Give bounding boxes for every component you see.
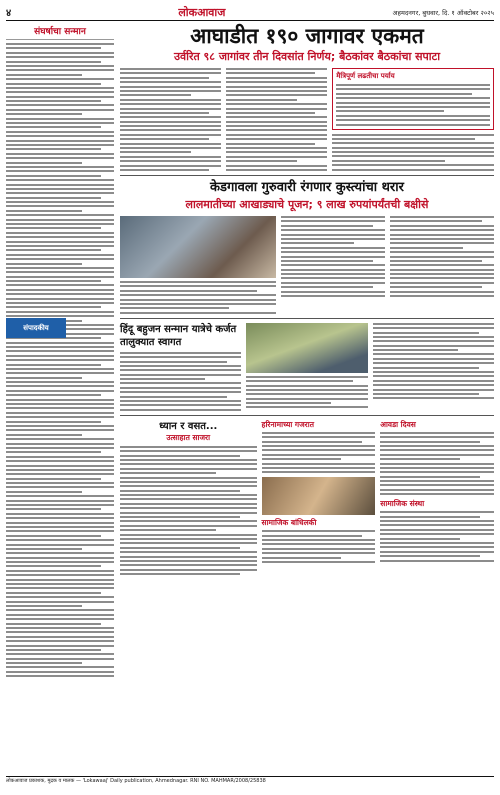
- yatra-photo: [246, 323, 367, 373]
- lead-column-1: [120, 68, 221, 171]
- editorial-brand-box: संपादकीय: [6, 318, 66, 338]
- lower-stories: [120, 420, 494, 575]
- lead-subhead: उर्वरित ९८ जागांवर तीन दिवसांत निर्णय; बैठकांवर बैठकांचा सपाटा: [173, 50, 441, 63]
- imprint-footer: लोकआवाज प्रकाशक, मुद्रक व मालक — 'Lokawaaj' Daily publication, Ahmednagar. RNI NO. MAHMAR/2008/25838: [6, 776, 494, 793]
- second-subhead: लालमातीच्या आखाड्याचे पूजन; ९ लाख रुपयांपर्यंतची बक्षीसे: [185, 197, 429, 211]
- middle-stories: [120, 323, 494, 411]
- middle-column-3: [373, 323, 494, 411]
- fourth-headline: ध्यान र वसत...: [159, 420, 218, 432]
- masthead: [6, 4, 494, 21]
- second-headline: केडगावला गुरुवारी रंगणार कुस्त्यांचा थरार: [210, 179, 404, 195]
- fourth-subhead: उत्साहात साजरा: [166, 432, 211, 442]
- issue-date: अहमदनगर, बुधवार, दि. १ ऑक्टोबर २०२५: [392, 8, 494, 17]
- lower-item-d: सामाजिक संस्था: [380, 499, 425, 509]
- second-column-3: [390, 216, 494, 314]
- lower-item-b: सामाजिक बांधिलकी: [261, 518, 317, 528]
- newspaper-page: [6, 4, 494, 791]
- lower-item-c: आवडा दिवस: [380, 419, 416, 429]
- news-area: [120, 24, 494, 575]
- lead-story-body: [120, 68, 494, 171]
- second-column-2: [281, 216, 385, 314]
- third-headline: हिंदू बहुजन सन्मान यात्रेचे कर्जत तालुक्यात स्वागत: [120, 323, 237, 348]
- newspaper-logo: लोकआवाज: [178, 5, 226, 19]
- page-number: ४: [6, 8, 12, 19]
- editorial-text: [6, 43, 114, 677]
- second-story-body: [120, 216, 494, 314]
- lead-boxed-title: मैत्रिपूर्ण लढतीचा पर्याय: [336, 72, 395, 80]
- editorial-column: [6, 24, 114, 677]
- lead-headline: आघाडीत १९० जागावर एकमत: [190, 24, 424, 48]
- editorial-title: संघर्षाचा सन्मान: [6, 24, 114, 40]
- lead-boxed-story: [332, 68, 494, 171]
- event-photo: [262, 477, 376, 515]
- lower-item-a: हरिनामाच्या गजरात: [261, 419, 314, 429]
- lead-column-2: [226, 68, 327, 171]
- wrestling-event-photo: [120, 216, 276, 278]
